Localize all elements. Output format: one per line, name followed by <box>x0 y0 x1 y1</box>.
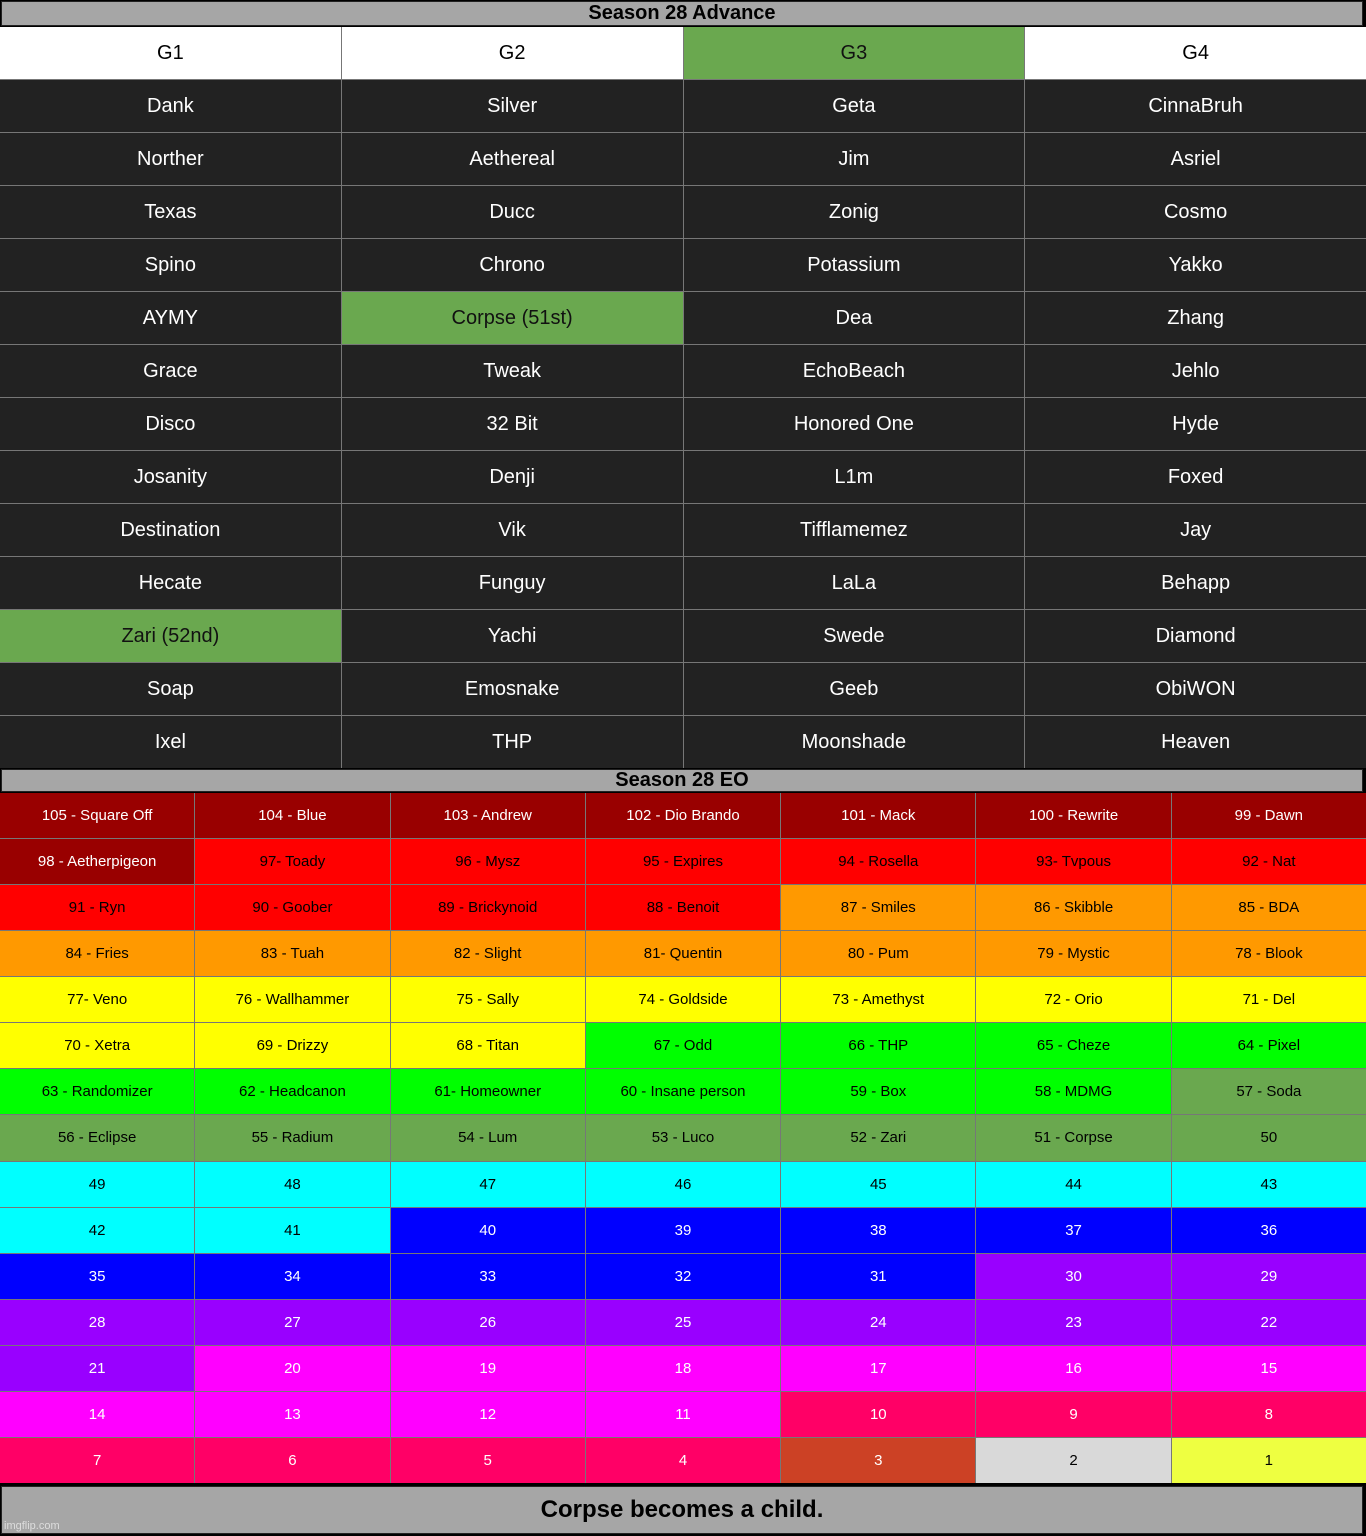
eo-cell: 53 - Luco <box>586 1115 780 1160</box>
eo-cell: 63 - Randomizer <box>0 1069 194 1114</box>
advance-cell: Ducc <box>342 186 683 238</box>
eo-cell: 87 - Smiles <box>781 885 975 930</box>
advance-cell: Josanity <box>0 451 341 503</box>
eo-cell: 88 - Benoit <box>586 885 780 930</box>
eo-cell: 83 - Tuah <box>195 931 389 976</box>
eo-cell: 103 - Andrew <box>391 793 585 838</box>
eo-table <box>0 793 1366 1483</box>
eo-cell: 2 <box>976 1438 1170 1483</box>
eo-cell: 76 - Wallhammer <box>195 977 389 1022</box>
eo-cell: 97- Toady <box>195 839 389 884</box>
eo-cell: 24 <box>781 1300 975 1345</box>
eo-cell: 42 <box>0 1208 194 1253</box>
advance-title: Season 28 Advance <box>1 1 1363 26</box>
eo-cell: 44 <box>976 1162 1170 1207</box>
advance-cell: Yachi <box>342 610 683 662</box>
eo-cell: 35 <box>0 1254 194 1299</box>
eo-cell: 23 <box>976 1300 1170 1345</box>
advance-cell: Destination <box>0 504 341 556</box>
eo-cell: 52 - Zari <box>781 1115 975 1160</box>
eo-cell: 51 - Corpse <box>976 1115 1170 1160</box>
eo-cell: 73 - Amethyst <box>781 977 975 1022</box>
eo-cell: 55 - Radium <box>195 1115 389 1160</box>
group-header: G1 <box>0 27 341 79</box>
eo-cell: 13 <box>195 1392 389 1437</box>
advance-cell: Hecate <box>0 557 341 609</box>
eo-cell: 67 - Odd <box>586 1023 780 1068</box>
eo-cell: 3 <box>781 1438 975 1483</box>
eo-cell: 92 - Nat <box>1172 839 1366 884</box>
eo-cell: 71 - Del <box>1172 977 1366 1022</box>
advance-cell: Honored One <box>684 398 1025 450</box>
eo-cell: 20 <box>195 1346 389 1391</box>
eo-cell: 64 - Pixel <box>1172 1023 1366 1068</box>
group-header: G2 <box>342 27 683 79</box>
eo-cell: 104 - Blue <box>195 793 389 838</box>
eo-cell: 39 <box>586 1208 780 1253</box>
eo-cell: 40 <box>391 1208 585 1253</box>
advance-cell: Funguy <box>342 557 683 609</box>
eo-cell: 48 <box>195 1162 389 1207</box>
advance-cell: Potassium <box>684 239 1025 291</box>
eo-cell: 43 <box>1172 1162 1366 1207</box>
eo-cell: 33 <box>391 1254 585 1299</box>
eo-cell: 70 - Xetra <box>0 1023 194 1068</box>
eo-cell: 16 <box>976 1346 1170 1391</box>
eo-cell: 90 - Goober <box>195 885 389 930</box>
eo-cell: 57 - Soda <box>1172 1069 1366 1114</box>
eo-cell: 14 <box>0 1392 194 1437</box>
eo-cell: 84 - Fries <box>0 931 194 976</box>
eo-cell: 78 - Blook <box>1172 931 1366 976</box>
eo-cell: 5 <box>391 1438 585 1483</box>
advance-cell: AYMY <box>0 292 341 344</box>
eo-cell: 34 <box>195 1254 389 1299</box>
advance-cell: Zhang <box>1025 292 1366 344</box>
group-header: G4 <box>1025 27 1366 79</box>
eo-cell: 102 - Dio Brando <box>586 793 780 838</box>
advance-cell: Dank <box>0 80 341 132</box>
advance-cell: Jehlo <box>1025 345 1366 397</box>
eo-cell: 15 <box>1172 1346 1366 1391</box>
advance-cell: Dea <box>684 292 1025 344</box>
caption: Corpse becomes a child. <box>1 1486 1363 1534</box>
eo-cell: 38 <box>781 1208 975 1253</box>
eo-cell: 32 <box>586 1254 780 1299</box>
eo-cell: 49 <box>0 1162 194 1207</box>
advance-cell: 32 Bit <box>342 398 683 450</box>
advance-cell: CinnaBruh <box>1025 80 1366 132</box>
eo-cell: 65 - Cheze <box>976 1023 1170 1068</box>
advance-cell: Cosmo <box>1025 186 1366 238</box>
eo-cell: 81- Quentin <box>586 931 780 976</box>
eo-cell: 17 <box>781 1346 975 1391</box>
group-header: G3 <box>684 27 1025 79</box>
advance-cell: Foxed <box>1025 451 1366 503</box>
eo-cell: 100 - Rewrite <box>976 793 1170 838</box>
advance-cell: Geta <box>684 80 1025 132</box>
advance-cell: Behapp <box>1025 557 1366 609</box>
advance-cell: Swede <box>684 610 1025 662</box>
eo-cell: 62 - Headcanon <box>195 1069 389 1114</box>
advance-cell: Disco <box>0 398 341 450</box>
eo-cell: 68 - Titan <box>391 1023 585 1068</box>
eo-cell: 59 - Box <box>781 1069 975 1114</box>
eo-cell: 30 <box>976 1254 1170 1299</box>
eo-cell: 86 - Skibble <box>976 885 1170 930</box>
eo-cell: 7 <box>0 1438 194 1483</box>
eo-cell: 46 <box>586 1162 780 1207</box>
eo-cell: 72 - Orio <box>976 977 1170 1022</box>
advance-cell: Silver <box>342 80 683 132</box>
advance-cell: Geeb <box>684 663 1025 715</box>
advance-cell: Chrono <box>342 239 683 291</box>
eo-cell: 60 - Insane person <box>586 1069 780 1114</box>
eo-cell: 56 - Eclipse <box>0 1115 194 1160</box>
advance-cell: Hyde <box>1025 398 1366 450</box>
eo-cell: 18 <box>586 1346 780 1391</box>
eo-cell: 45 <box>781 1162 975 1207</box>
eo-cell: 93- Tvpous <box>976 839 1170 884</box>
eo-title: Season 28 EO <box>1 769 1363 792</box>
eo-cell: 9 <box>976 1392 1170 1437</box>
eo-cell: 19 <box>391 1346 585 1391</box>
eo-cell: 75 - Sally <box>391 977 585 1022</box>
eo-cell: 61- Homeowner <box>391 1069 585 1114</box>
eo-cell: 27 <box>195 1300 389 1345</box>
eo-cell: 69 - Drizzy <box>195 1023 389 1068</box>
advance-cell: THP <box>342 716 683 768</box>
eo-cell: 11 <box>586 1392 780 1437</box>
eo-cell: 82 - Slight <box>391 931 585 976</box>
advance-table <box>0 27 1366 768</box>
eo-cell: 74 - Goldside <box>586 977 780 1022</box>
eo-cell: 79 - Mystic <box>976 931 1170 976</box>
advance-cell: Diamond <box>1025 610 1366 662</box>
eo-cell: 4 <box>586 1438 780 1483</box>
eo-cell: 12 <box>391 1392 585 1437</box>
eo-cell: 54 - Lum <box>391 1115 585 1160</box>
watermark: imgflip.com <box>4 1520 60 1532</box>
advance-cell: Tifflamemez <box>684 504 1025 556</box>
eo-cell: 66 - THP <box>781 1023 975 1068</box>
eo-cell: 96 - Mysz <box>391 839 585 884</box>
eo-cell: 28 <box>0 1300 194 1345</box>
advance-cell: Heaven <box>1025 716 1366 768</box>
eo-cell: 77- Veno <box>0 977 194 1022</box>
advance-cell: Asriel <box>1025 133 1366 185</box>
eo-cell: 41 <box>195 1208 389 1253</box>
advance-cell: Moonshade <box>684 716 1025 768</box>
eo-cell: 6 <box>195 1438 389 1483</box>
eo-cell: 47 <box>391 1162 585 1207</box>
eo-cell: 29 <box>1172 1254 1366 1299</box>
advance-cell: Yakko <box>1025 239 1366 291</box>
eo-cell: 99 - Dawn <box>1172 793 1366 838</box>
advance-cell: Jim <box>684 133 1025 185</box>
advance-cell: Zonig <box>684 186 1025 238</box>
eo-cell: 8 <box>1172 1392 1366 1437</box>
advance-cell: ObiWON <box>1025 663 1366 715</box>
advance-cell: Soap <box>0 663 341 715</box>
eo-cell: 21 <box>0 1346 194 1391</box>
advance-cell: Corpse (51st) <box>342 292 683 344</box>
advance-cell: Spino <box>0 239 341 291</box>
advance-cell: Texas <box>0 186 341 238</box>
eo-cell: 25 <box>586 1300 780 1345</box>
advance-cell: Vik <box>342 504 683 556</box>
eo-cell: 31 <box>781 1254 975 1299</box>
eo-cell: 98 - Aetherpigeon <box>0 839 194 884</box>
eo-cell: 85 - BDA <box>1172 885 1366 930</box>
eo-cell: 94 - Rosella <box>781 839 975 884</box>
advance-cell: Denji <box>342 451 683 503</box>
eo-cell: 37 <box>976 1208 1170 1253</box>
advance-cell: Grace <box>0 345 341 397</box>
advance-cell: Aethereal <box>342 133 683 185</box>
advance-cell: EchoBeach <box>684 345 1025 397</box>
advance-cell: Zari (52nd) <box>0 610 341 662</box>
advance-cell: Norther <box>0 133 341 185</box>
eo-cell: 95 - Expires <box>586 839 780 884</box>
eo-cell: 1 <box>1172 1438 1366 1483</box>
advance-cell: Jay <box>1025 504 1366 556</box>
eo-cell: 26 <box>391 1300 585 1345</box>
eo-cell: 50 <box>1172 1115 1366 1160</box>
advance-cell: Ixel <box>0 716 341 768</box>
advance-cell: Tweak <box>342 345 683 397</box>
eo-cell: 91 - Ryn <box>0 885 194 930</box>
advance-cell: Emosnake <box>342 663 683 715</box>
eo-cell: 58 - MDMG <box>976 1069 1170 1114</box>
eo-cell: 80 - Pum <box>781 931 975 976</box>
advance-cell: L1m <box>684 451 1025 503</box>
eo-cell: 89 - Brickynoid <box>391 885 585 930</box>
advance-cell: LaLa <box>684 557 1025 609</box>
eo-cell: 22 <box>1172 1300 1366 1345</box>
eo-cell: 105 - Square Off <box>0 793 194 838</box>
eo-cell: 10 <box>781 1392 975 1437</box>
eo-cell: 101 - Mack <box>781 793 975 838</box>
eo-cell: 36 <box>1172 1208 1366 1253</box>
